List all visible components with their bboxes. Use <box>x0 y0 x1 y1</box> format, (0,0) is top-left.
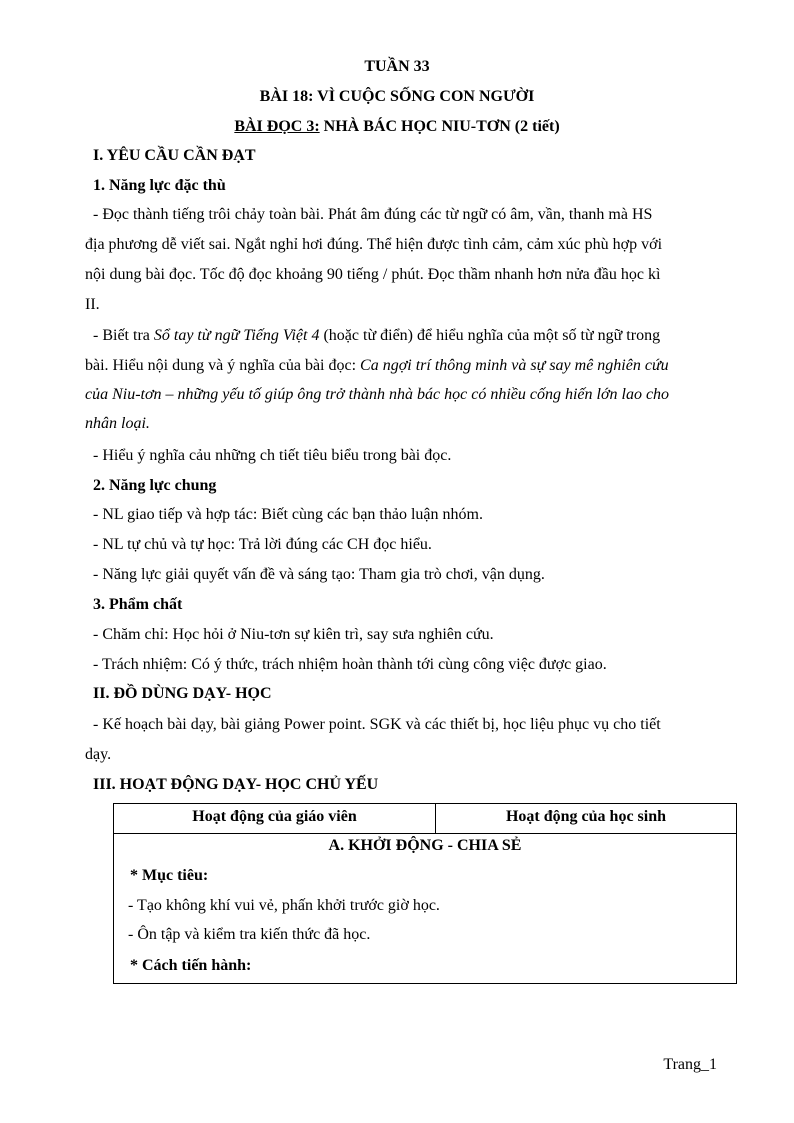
text-run: (hoặc từ điển) để hiểu nghĩa của một số từ ngữ trong <box>319 327 661 344</box>
paragraph-line: địa phương dễ viết sai. Ngắt nghỉ hơi đúng. Thể hiện được tình cảm, cảm xúc phù hợp với <box>85 236 663 253</box>
header-student: Hoạt động của học sinh <box>505 808 667 825</box>
lesson-heading: BÀI 18: VÌ CUỘC SỐNG CON NGƯỜI <box>259 88 535 105</box>
section-3-title: III. HOẠT ĐỘNG DẠY- HỌC CHỦ YẾU <box>93 776 379 793</box>
paragraph-line: - Đọc thành tiếng trôi chảy toàn bài. Phát âm đúng các từ ngữ có âm, vần, thanh mà HS <box>93 206 653 223</box>
subsection-3-title: 3. Phẩm chất <box>93 596 183 613</box>
paragraph-line <box>85 357 669 375</box>
list-item: - Chăm chỉ: Học hỏi ở Niu-tơn sự kiên trì, say sưa nghiên cứu. <box>93 626 494 643</box>
list-item: - Năng lực giải quyết vấn đề và sáng tạo: Tham gia trò chơi, vận dụng. <box>93 566 545 583</box>
reading-prefix: BÀI ĐỌC 3: <box>234 118 320 135</box>
goal-item: - Ôn tập và kiểm tra kiến thức đã học. <box>128 926 371 943</box>
list-item: - NL giao tiếp và hợp tác: Biết cùng các bạn thảo luận nhóm. <box>93 506 483 523</box>
paragraph-line: dạy. <box>85 746 112 763</box>
subsection-2-title: 2. Năng lực chung <box>93 477 217 494</box>
activity-table <box>113 803 737 984</box>
page-number: Trang_1 <box>663 1056 717 1073</box>
reading-heading <box>0 118 794 136</box>
text-run: - Biết tra <box>93 327 154 344</box>
goal-label: * Mục tiêu: <box>130 867 209 884</box>
week-heading: TUẦN 33 <box>364 58 430 75</box>
section-1-title: I. YÊU CẦU CẦN ĐẠT <box>93 147 256 164</box>
goal-item: - Tạo không khí vui vẻ, phấn khởi trước giờ học. <box>128 897 440 914</box>
text-run: bài. Hiểu nội dung và ý nghĩa của bài đọc: <box>85 357 361 374</box>
table-header-row <box>114 804 736 834</box>
list-item: - NL tự chủ và tự học: Trả lời đúng các CH đọc hiểu. <box>93 536 432 553</box>
header-teacher: Hoạt động của giáo viên <box>192 808 357 825</box>
paragraph-line: - Kế hoạch bài dạy, bài giảng Power point. SGK và các thiết bị, học liệu phục vụ cho tiết <box>93 716 661 733</box>
subsection-1-title: 1. Năng lực đặc thù <box>93 177 226 194</box>
paragraph-line: của Niu-tơn – những yếu tố giúp ông trở thành nhà bác học có nhiều cống hiến lớn lao cho <box>85 386 670 403</box>
paragraph-line: nội dung bài đọc. Tốc độ đọc khoảng 90 tiếng / phút. Đọc thầm nhanh hơn nửa đầu học kì <box>85 266 661 283</box>
paragraph-line: - Hiểu ý nghĩa cảu những ch tiết tiêu biểu trong bài đọc. <box>93 447 452 464</box>
method-label: * Cách tiến hành: <box>130 957 252 974</box>
paragraph-line: nhân loại. <box>85 415 150 432</box>
paragraph-line <box>93 327 660 345</box>
list-item: - Trách nhiệm: Có ý thức, trách nhiệm hoàn thành tới cùng công việc được giao. <box>93 656 607 673</box>
paragraph-line: II. <box>85 296 100 313</box>
italic-run: Ca ngợi trí thông minh và sự say mê nghiên cứu <box>360 357 669 374</box>
italic-run: Sổ tay từ ngữ Tiếng Việt 4 <box>153 327 320 344</box>
section-2-title: II. ĐỒ DÙNG DẠY- HỌC <box>93 685 272 702</box>
table-section-title: A. KHỞI ĐỘNG - CHIA SẺ <box>328 837 522 854</box>
reading-title: NHÀ BÁC HỌC NIU-TƠN (2 tiết) <box>319 118 560 135</box>
